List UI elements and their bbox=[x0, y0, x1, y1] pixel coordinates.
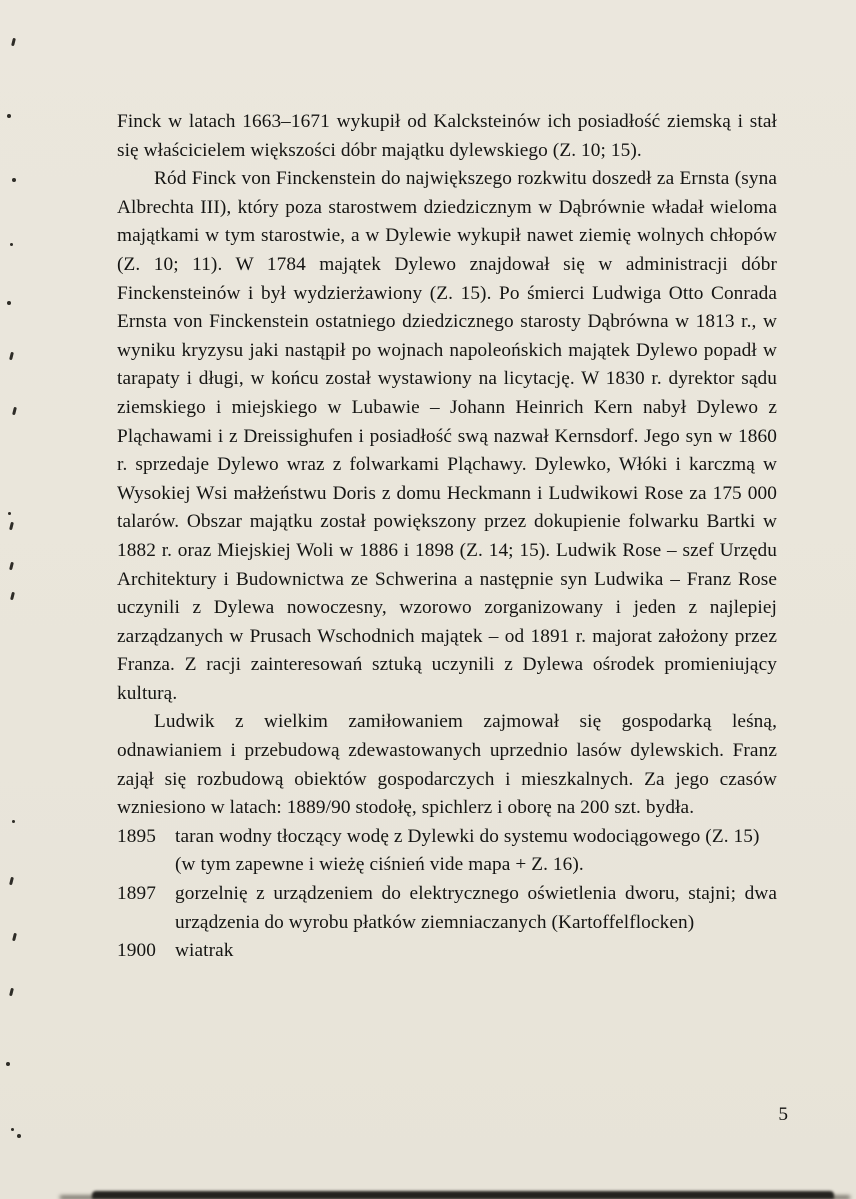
scan-speck bbox=[12, 407, 17, 415]
timeline-entry-1897 bbox=[117, 880, 777, 937]
timeline-year: 1895 bbox=[117, 825, 156, 847]
timeline-entry-1900 bbox=[117, 937, 777, 966]
timeline-entry-1895 bbox=[117, 823, 777, 880]
scan-speck bbox=[12, 178, 16, 182]
scan-speck bbox=[12, 820, 15, 823]
scan-speck bbox=[7, 114, 11, 118]
timeline-entry-text: taran wodny tłoczący wodę z Dylewki do systemu wodociągowego (Z. 15) bbox=[175, 825, 760, 847]
timeline-entry-text: wiatrak bbox=[175, 940, 234, 962]
scan-speck bbox=[9, 352, 14, 360]
scan-speck bbox=[11, 1128, 14, 1131]
scan-speck bbox=[12, 933, 17, 941]
paragraph-finck-kalcksteinow: Finck w latach 1663–1671 wykupił od Kalcksteinów ich posiadłość ziemską i stał się właścicielem większości dóbr majątku dylewskiego (Z. 10; 15). bbox=[117, 111, 777, 161]
timeline-year: 1900 bbox=[117, 940, 156, 962]
scan-speck bbox=[8, 512, 11, 515]
scan-speck bbox=[11, 38, 16, 46]
scan-speck bbox=[7, 301, 11, 305]
text-block bbox=[117, 108, 777, 966]
timeline-entry-text: gorzelnię z urządzeniem do elektrycznego oświetlenia dworu, stajni; dwa urządzenia do wyrobu płatków ziemniaczanych (Kartoffelflocken) bbox=[175, 883, 777, 933]
timeline-text bbox=[175, 880, 777, 937]
scan-speck bbox=[9, 877, 14, 885]
paragraph-rod-finckenstein: Ród Finck von Finckenstein do największego rozkwitu doszedł za Ernsta (syna Albrechta III), który poza starostwem dziedzicznym w Dąbrównie władał wieloma majątkami w tym starostwie, a w Dylewie wykupił nawet ziemię wolnych chłopów (Z. 10; 11). W 1784 majątek Dylewo znajdował się w administracji dóbr Finckensteinów i był wydzierżawiony (Z. 15). Po śmierci Ludwiga Otto Conrada Ernsta von Finckenstein ostatniego dziedzicznego starosty Dąbrówna w 1813 r., w wyniku kryzysu jaki nastąpił po wojnach napoleońskich majątek Dylewo popadł w tarapaty i długi, w końcu został wystawiony na licytację. W 1830 r. dyrektor sądu ziemskiego i miejskiego w Lubawie – Johann Heinrich Kern nabył Dylewo z Pląchawami i z Dreissighufen i posiadłość swą nazwał Kernsdorf. Jego syn w 1860 r. sprzedaje Dylewo wraz z folwarkami Pląchawy. Dylewko, Włóki i karczmą w Wysokiej Wsi małżeństwu Doris z domu Heckmann i Ludwikowi Rose za 175 000 talarów. Obszar majątku został powiększony przez dokupienie folwarku Bartki w 1882 r. oraz Miejskiej Woli w 1886 i 1898 (Z. 14; 15). Ludwik Rose – szef Urzędu Architektury i Budownictwa ze Schwerina a następnie syn Ludwika – Franz Rose uczynili z Dylewa nowoczesny, wzorowo zorganizowany i jeden z najlepiej zarządzanych w Prusach Wschodnich majątek – od 1891 r. majorat założony przez Franza. Z racji zainteresowań sztuką uczynili z Dylewa ośrodek promieniujący kulturą. bbox=[117, 168, 777, 704]
scan-speck bbox=[6, 1062, 10, 1066]
scan-speck bbox=[17, 1134, 21, 1138]
scan-speck bbox=[9, 988, 14, 996]
timeline-entry-note: (w tym zapewne i wieżę ciśnień vide mapa + Z. 16). bbox=[175, 854, 584, 876]
timeline-year: 1897 bbox=[117, 883, 156, 905]
scan-speck bbox=[10, 243, 13, 246]
paragraph-ludwik-gospodarka: Ludwik z wielkim zamiłowaniem zajmował się gospodarką leśną, odnawianiem i przebudową zdewastowanych uprzednio lasów dylewskich. Franz zajął się rozbudową obiektów gospodarczych i mieszkalnych. Za jego czasów wzniesiono w latach: 1889/90 stodołę, spichlerz i oborę na 200 szt. bydła. bbox=[117, 711, 777, 819]
page-number: 5 bbox=[778, 1104, 788, 1125]
timeline-text bbox=[175, 937, 777, 966]
scan-speck bbox=[9, 562, 14, 570]
scan-speck bbox=[10, 592, 15, 600]
timeline-list bbox=[117, 823, 777, 966]
timeline-text bbox=[175, 823, 777, 880]
scan-bottom-edge bbox=[92, 1191, 834, 1199]
scan-speck bbox=[9, 522, 14, 530]
